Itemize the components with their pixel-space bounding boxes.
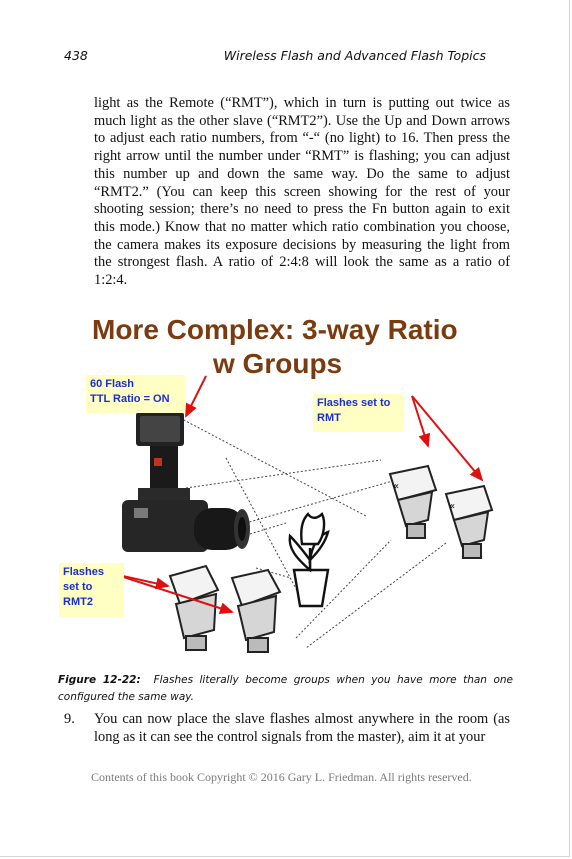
note-rmt2-flashes [59, 563, 124, 617]
figure-slide [56, 308, 516, 668]
note-line: Flashes set to [317, 397, 391, 409]
note-line: RMT [317, 412, 341, 424]
note-line: Flashes [63, 566, 104, 578]
note-line: RMT2 [63, 596, 93, 608]
caption-label: Figure 12-22: [58, 674, 141, 686]
copyright-footer: Contents of this book Copyright © 2016 Gary L. Friedman. All rights reserved. [91, 770, 472, 784]
note-line: TTL Ratio = ON [90, 393, 170, 405]
rmt2-flash-2 [232, 570, 280, 652]
note-line: 60 Flash [90, 378, 135, 390]
tulip-pot [290, 514, 328, 606]
figure-title-line2: w Groups [213, 348, 343, 379]
list-item-text: You can now place the slave flashes almost anywhere in the room (as long as it can see the control signals from the master), aim it at your [94, 711, 510, 745]
rmt-flash-2 [446, 486, 492, 558]
rmt2-flash-1 [170, 566, 218, 650]
list-item-number: 9. [64, 711, 75, 727]
flash-head-mark: « [449, 501, 456, 512]
caption-text: Flashes literally become groups when you have more than one configured the same way. [58, 674, 513, 703]
figure-title-line1: More Complex: 3-way Ratio [92, 314, 458, 345]
running-header-title: Wireless Flash and Advanced Flash Topics [223, 48, 486, 63]
flash-head-mark: « [393, 481, 400, 492]
figure-caption [58, 672, 513, 706]
page-number: 438 [64, 48, 88, 63]
body-paragraph: light as the Remote (“RMT”), which in turn is putting out twice as much light as the other slave (“RMT2”). Use the Up and Down arrows to adjust each ratio numbers, from “-“ (no light) to 16. Then press the right arrow until the number under “RMT” is flashing; you can adjust this number up and down the same way. Do the same to adjust “RMT2.” (You can keep this screen showing for the rest of your shooting session; there’s no need to press the Fn button again to exit this mode.) Know that no matter which ratio combination you choose, the camera makes its exposure decisions by measuring the light from the strongest flash. A ratio of 2:4:8 will look the same as a ratio of 1:2:4. [94, 95, 510, 289]
note-master-flash [86, 375, 185, 413]
rmt-flash-1 [390, 466, 436, 538]
note-line: set to [63, 581, 93, 593]
note-rmt-flashes [313, 394, 404, 432]
